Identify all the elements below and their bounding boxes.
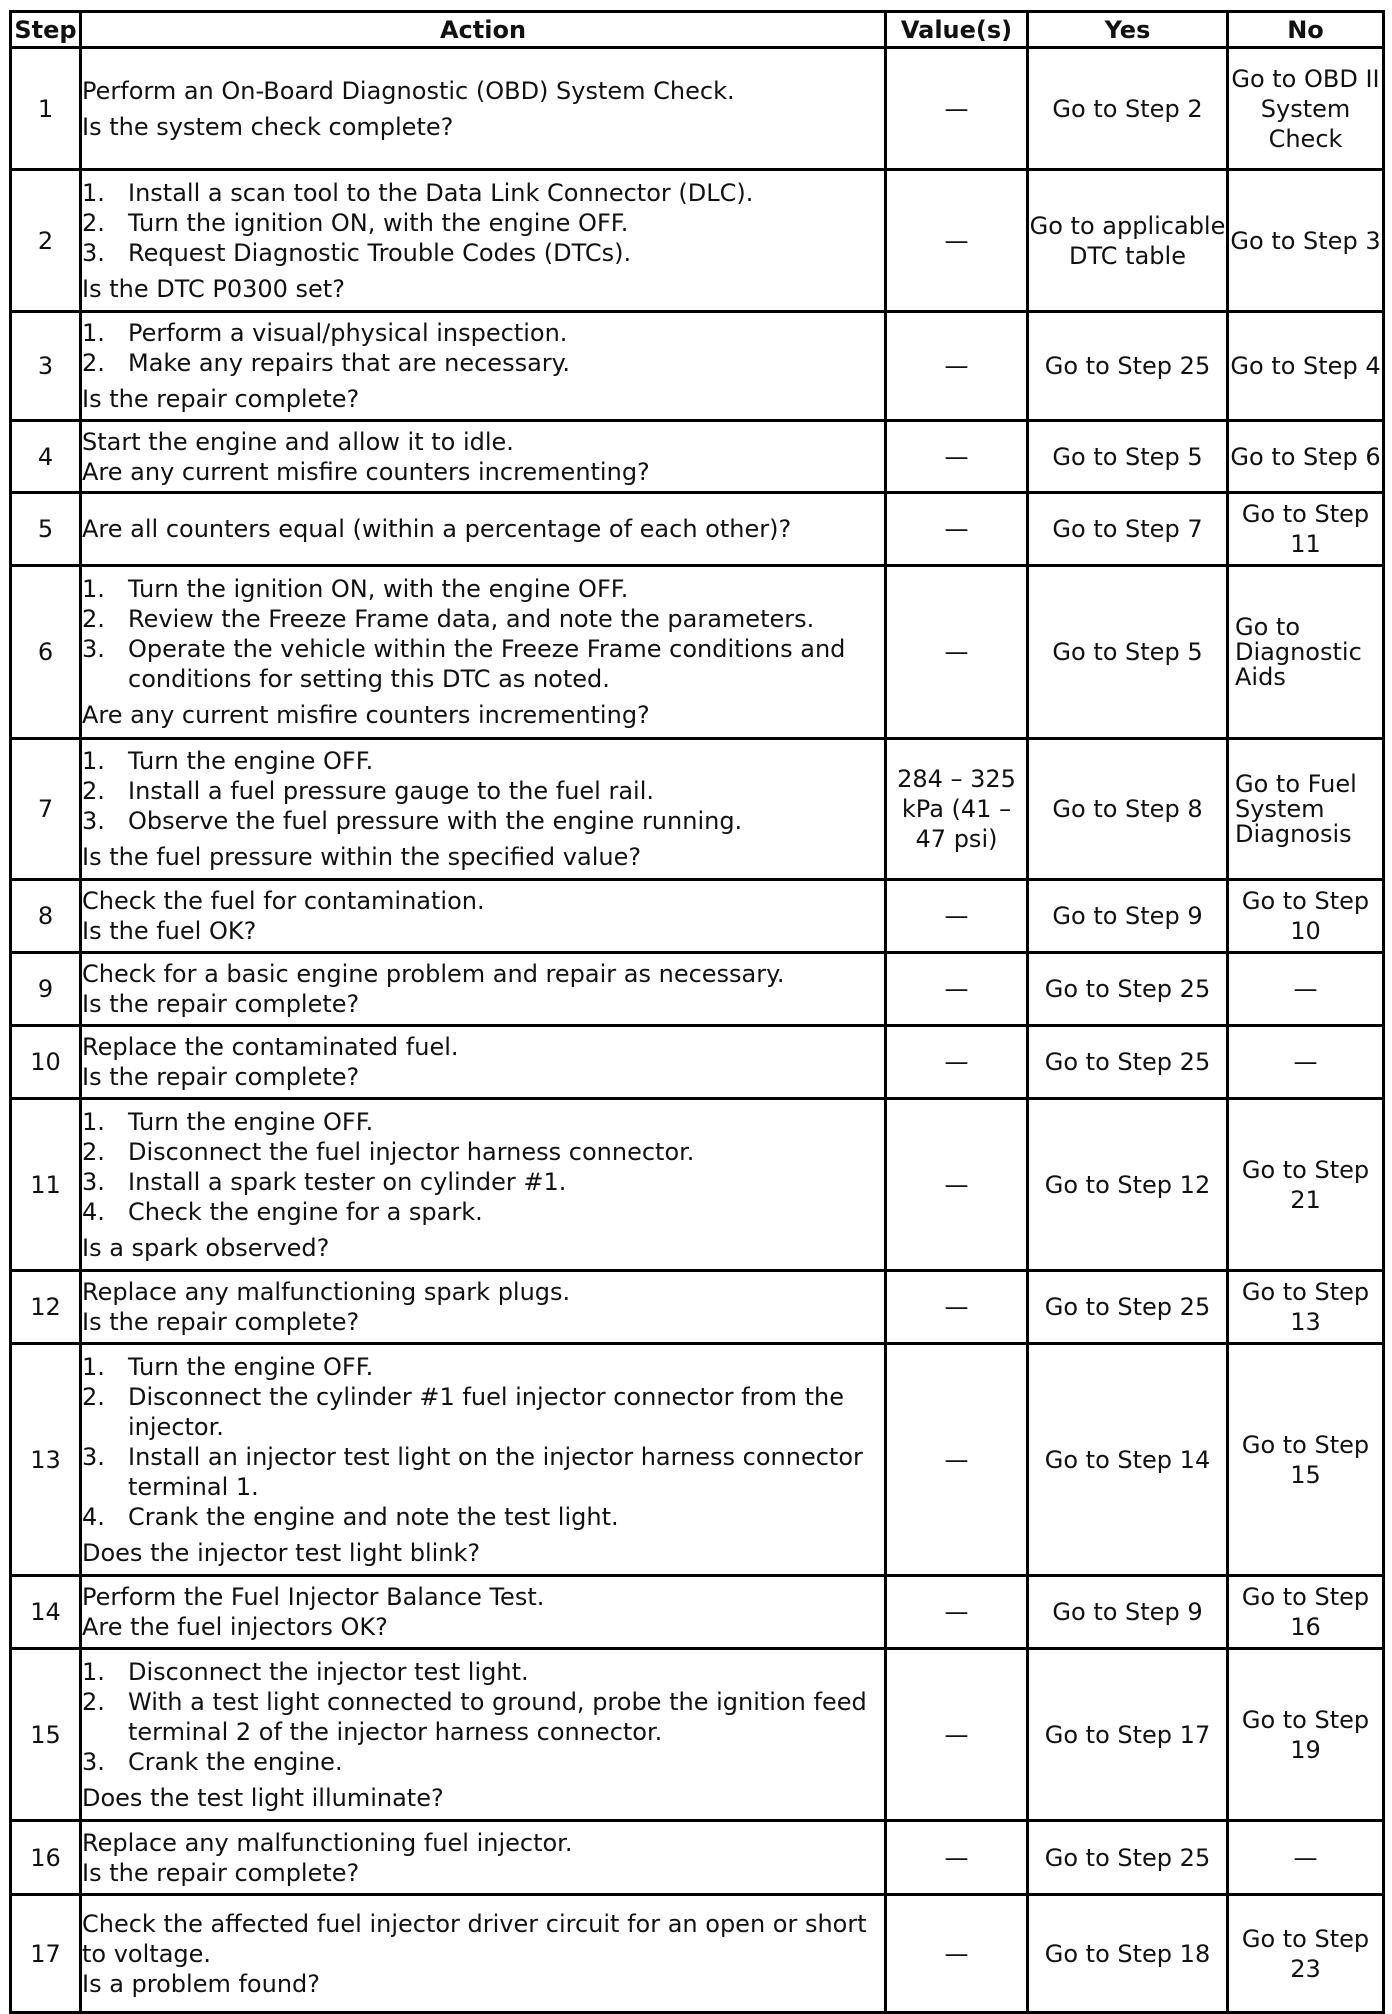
action-cell [81,880,886,953]
substep-item [82,1167,884,1197]
table-row [11,1099,1384,1271]
action-question: Is the DTC P0300 set? [82,274,345,303]
value-cell: — [886,170,1028,312]
substep-text: Turn the ignition ON, with the engine OFF. [128,575,629,603]
substep-list [82,318,884,378]
action-line: Is a problem found? [82,1969,321,1998]
action-cell [81,48,886,170]
table-row [11,1344,1384,1576]
no-cell: Go to Step 23 [1228,1895,1384,2013]
substep-number: 3. [82,807,105,835]
substep-text: Install a spark tester on cylinder #1. [128,1167,567,1196]
value-cell: — [886,953,1028,1026]
substep-item [82,1442,884,1502]
step-number: 4 [11,421,81,493]
value-cell: — [886,1576,1028,1649]
value-cell: — [886,1271,1028,1344]
yes-cell: Go to Step 2 [1028,48,1228,170]
yes-cell: Go to Step 8 [1028,739,1228,880]
substep-item [82,746,884,776]
substep-item [82,1657,884,1687]
substep-list [82,1107,884,1227]
table-row [11,953,1384,1026]
step-number: 7 [11,739,81,880]
substep-number: 4. [82,1197,105,1226]
action-cell [81,1821,886,1895]
no-cell: Go to OBD II System Check [1228,48,1384,170]
action-line: Check for a basic engine problem and repair as necessary. [82,960,785,988]
substep-text: Install a fuel pressure gauge to the fuel rail. [128,777,655,805]
action-cell [81,1649,886,1821]
substep-item [82,238,884,268]
table-row [11,421,1384,493]
action-line: Is the repair complete? [82,1308,360,1336]
no-cell: Go to Step 16 [1228,1576,1384,1649]
substep-number: 2. [82,1137,105,1166]
yes-cell: Go to Step 25 [1028,1821,1228,1895]
substep-item [82,318,884,348]
substep-text: Crank the engine. [128,1747,343,1776]
step-number: 15 [11,1649,81,1821]
substep-number: 2. [82,777,105,805]
substep-item [82,178,884,208]
substep-number: 1. [82,319,105,347]
action-question: Does the injector test light blink? [82,1538,481,1567]
substep-text: Make any repairs that are necessary. [128,349,571,377]
yes-cell: Go to Step 25 [1028,953,1228,1026]
table-row [11,880,1384,953]
substep-number: 2. [82,1687,105,1716]
action-cell [81,1344,886,1576]
value-cell: — [886,1099,1028,1271]
substep-text: Check the engine for a spark. [128,1197,483,1226]
yes-cell: Go to applicable DTC table [1028,170,1228,312]
substep-number: 2. [82,349,105,377]
substep-text: Turn the engine OFF. [128,747,374,775]
step-number: 8 [11,880,81,953]
table-row [11,312,1384,421]
step-number: 17 [11,1895,81,2013]
no-cell: Go to Step 3 [1228,170,1384,312]
substep-item [82,1137,884,1167]
no-cell: Go to Fuel System Diagnosis [1228,739,1384,880]
substep-text: Disconnect the fuel injector harness connector. [128,1137,695,1166]
action-cell [81,1271,886,1344]
action-line: Check the affected fuel injector driver circuit for an open or short to voltage. [82,1909,867,1968]
substep-item [82,604,884,634]
action-question: Is the repair complete? [82,385,360,413]
substep-number: 2. [82,1382,105,1411]
no-cell: — [1228,1821,1384,1895]
header-row [11,12,1384,48]
action-question: Is a spark observed? [82,1233,330,1262]
table-row [11,1576,1384,1649]
action-line: Is the repair complete? [82,990,360,1018]
substep-number: 1. [82,1657,105,1686]
yes-cell: Go to Step 18 [1028,1895,1228,2013]
action-cell [81,1099,886,1271]
substep-number: 1. [82,575,105,603]
header-step: Step [11,12,81,48]
action-cell [81,1026,886,1099]
substep-item [82,1382,884,1442]
yes-cell: Go to Step 12 [1028,1099,1228,1271]
substep-item [82,208,884,238]
yes-cell: Go to Step 25 [1028,312,1228,421]
yes-cell: Go to Step 7 [1028,493,1228,566]
step-number: 12 [11,1271,81,1344]
step-number: 3 [11,312,81,421]
no-cell: Go to Step 10 [1228,880,1384,953]
substep-list [82,1352,884,1532]
value-cell: — [886,1649,1028,1821]
substep-text: Operate the vehicle within the Freeze Frame conditions and conditions for setting this DTC as noted. [128,635,846,693]
value-cell: — [886,48,1028,170]
substep-item [82,776,884,806]
action-cell [81,421,886,493]
value-cell: — [886,1344,1028,1576]
substep-number: 2. [82,208,105,237]
substep-item [82,1502,884,1532]
yes-cell: Go to Step 17 [1028,1649,1228,1821]
substep-item [82,1352,884,1382]
value-cell: — [886,566,1028,739]
substep-text: Crank the engine and note the test light. [128,1502,619,1531]
action-line: Check the fuel for contamination. [82,887,485,915]
substep-text: Turn the engine OFF. [128,1352,374,1381]
table-row [11,493,1384,566]
substep-text: Disconnect the injector test light. [128,1657,529,1686]
action-line: Start the engine and allow it to idle. [82,427,514,456]
substep-text: Install an injector test light on the injector harness connector terminal 1. [128,1442,863,1501]
substep-text: Observe the fuel pressure with the engine running. [128,807,743,835]
diagnostic-page [9,10,1385,2014]
step-number: 2 [11,170,81,312]
no-cell: Go to Step 4 [1228,312,1384,421]
step-number: 16 [11,1821,81,1895]
value-cell: — [886,880,1028,953]
step-number: 13 [11,1344,81,1576]
header-values: Value(s) [886,12,1028,48]
header-no: No [1228,12,1384,48]
action-line: Replace the contaminated fuel. [82,1033,459,1061]
step-number: 5 [11,493,81,566]
action-line: Is the fuel OK? [82,917,257,945]
action-question: Is the system check complete? [82,112,454,141]
substep-item [82,806,884,836]
step-number: 10 [11,1026,81,1099]
yes-cell: Go to Step 14 [1028,1344,1228,1576]
substep-text: With a test light connected to ground, probe the ignition feed terminal 2 of the injector harness connector. [128,1687,867,1746]
substep-text: Request Diagnostic Trouble Codes (DTCs). [128,238,632,267]
no-cell: Go to Step 13 [1228,1271,1384,1344]
action-line: Perform the Fuel Injector Balance Test. [82,1583,545,1611]
substep-item [82,574,884,604]
table-row [11,48,1384,170]
diagnostic-table [9,10,1385,2014]
value-cell: 284 – 325 kPa (41 – 47 psi) [886,739,1028,880]
value-cell: — [886,493,1028,566]
substep-number: 1. [82,747,105,775]
action-cell [81,566,886,739]
substep-text: Install a scan tool to the Data Link Connector (DLC). [128,178,754,207]
substep-item [82,1687,884,1747]
substep-list [82,1657,884,1777]
table-row [11,1821,1384,1895]
substep-list [82,574,884,694]
no-cell: Go to Step 15 [1228,1344,1384,1576]
substep-number: 1. [82,1352,105,1381]
substep-text: Disconnect the cylinder #1 fuel injector connector from the injector. [128,1382,844,1441]
yes-cell: Go to Step 9 [1028,880,1228,953]
action-line: Perform an On-Board Diagnostic (OBD) System Check. [82,76,735,105]
action-cell [81,1895,886,2013]
substep-item [82,348,884,378]
no-cell: Go to Step 21 [1228,1099,1384,1271]
table-row [11,1271,1384,1344]
substep-number: 3. [82,635,105,663]
header-yes: Yes [1028,12,1228,48]
action-line: Are all counters equal (within a percentage of each other)? [82,515,792,543]
substep-item [82,634,884,694]
substep-item [82,1107,884,1137]
no-cell: Go to Step 11 [1228,493,1384,566]
no-cell: — [1228,953,1384,1026]
no-cell: — [1228,1026,1384,1099]
action-line: Is the repair complete? [82,1063,360,1091]
yes-cell: Go to Step 9 [1028,1576,1228,1649]
action-question: Are any current misfire counters incrementing? [82,701,650,729]
value-cell: — [886,1895,1028,2013]
no-cell: Go to Step 19 [1228,1649,1384,1821]
substep-number: 3. [82,238,105,267]
substep-number: 3. [82,1747,105,1776]
substep-list [82,746,884,836]
action-cell [81,739,886,880]
yes-cell: Go to Step 25 [1028,1271,1228,1344]
action-cell [81,493,886,566]
action-line: Replace any malfunctioning fuel injector. [82,1828,573,1857]
substep-item [82,1197,884,1227]
value-cell: — [886,1026,1028,1099]
action-line: Replace any malfunctioning spark plugs. [82,1278,571,1306]
step-number: 11 [11,1099,81,1271]
substep-text: Review the Freeze Frame data, and note the parameters. [128,605,815,633]
value-cell: — [886,421,1028,493]
substep-text: Perform a visual/physical inspection. [128,319,568,347]
substep-number: 4. [82,1502,105,1531]
step-number: 9 [11,953,81,1026]
no-cell: Go to Diagnostic Aids [1228,566,1384,739]
action-cell [81,170,886,312]
action-question: Is the fuel pressure within the specified value? [82,843,642,871]
substep-text: Turn the engine OFF. [128,1107,374,1136]
no-cell: Go to Step 6 [1228,421,1384,493]
header-action: Action [81,12,886,48]
substep-number: 2. [82,605,105,633]
step-number: 14 [11,1576,81,1649]
step-number: 1 [11,48,81,170]
substep-text: Turn the ignition ON, with the engine OFF. [128,208,629,237]
action-line: Is the repair complete? [82,1858,360,1887]
table-row [11,1895,1384,2013]
action-cell [81,312,886,421]
table-row [11,739,1384,880]
table-row [11,566,1384,739]
substep-number: 1. [82,178,105,207]
table-body [11,48,1384,2013]
value-cell: — [886,312,1028,421]
step-number: 6 [11,566,81,739]
value-cell: — [886,1821,1028,1895]
action-line: Are the fuel injectors OK? [82,1613,388,1641]
substep-number: 3. [82,1442,105,1471]
action-cell [81,953,886,1026]
table-row [11,1649,1384,1821]
yes-cell: Go to Step 5 [1028,566,1228,739]
action-question: Does the test light illuminate? [82,1783,444,1812]
table-row [11,170,1384,312]
substep-list [82,178,884,268]
action-cell [81,1576,886,1649]
yes-cell: Go to Step 5 [1028,421,1228,493]
substep-number: 1. [82,1107,105,1136]
substep-number: 3. [82,1167,105,1196]
substep-item [82,1747,884,1777]
table-row [11,1026,1384,1099]
action-line: Are any current misfire counters incrementing? [82,457,650,486]
yes-cell: Go to Step 25 [1028,1026,1228,1099]
